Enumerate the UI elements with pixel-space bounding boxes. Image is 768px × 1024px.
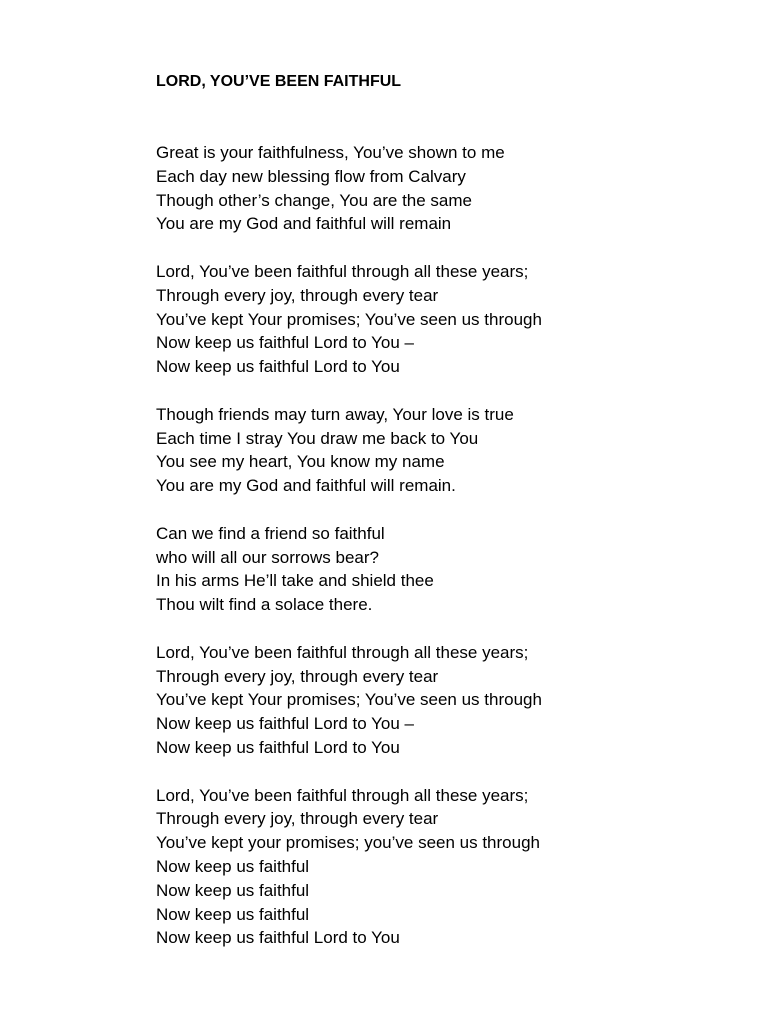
- lyric-line: Each time I stray You draw me back to You: [156, 428, 479, 448]
- lyric-line: You’ve kept your promises; you’ve seen us through: [156, 833, 540, 853]
- stanza-2: [156, 260, 756, 379]
- lyric-line: Great is your faithfulness, You’ve shown to me: [156, 143, 505, 162]
- stanza-4: [156, 522, 756, 617]
- lyric-line: In his arms He’ll take and shield thee: [156, 571, 434, 591]
- lyric-line: You are my God and faithful will remain.: [156, 476, 456, 496]
- lyric-line: Now keep us faithful Lord to You: [156, 357, 400, 377]
- lyric-line: You’ve kept Your promises; You’ve seen us through: [156, 309, 542, 329]
- lyric-line: Though other’s change, You are the same: [156, 190, 472, 210]
- stanza-3: [156, 403, 756, 498]
- lyric-line: Through every joy, through every tear: [156, 285, 439, 305]
- lyric-line: Through every joy, through every tear: [156, 809, 439, 829]
- lyric-line: Thou wilt find a solace there.: [156, 595, 373, 615]
- lyric-line: Now keep us faithful: [156, 856, 310, 876]
- lyric-line: Lord, You’ve been faithful through all these years;: [156, 261, 529, 281]
- lyric-line: You are my God and faithful will remain: [156, 214, 452, 234]
- lyric-line: Now keep us faithful Lord to You –: [156, 714, 415, 734]
- lyric-line: Now keep us faithful Lord to You: [156, 737, 400, 757]
- lyric-line: Each day new blessing flow from Calvary: [156, 166, 466, 186]
- stanza-6: [156, 784, 756, 951]
- lyric-line: Lord, You’ve been faithful through all these years;: [156, 785, 529, 805]
- stanza-1: [156, 141, 756, 236]
- lyric-line: You’ve kept Your promises; You’ve seen us through: [156, 690, 542, 710]
- lyric-line: Now keep us faithful Lord to You: [156, 928, 400, 948]
- lyric-line: Now keep us faithful: [156, 904, 310, 924]
- lyric-line: Though friends may turn away, Your love is true: [156, 404, 514, 424]
- stanza-5: [156, 641, 756, 760]
- lyric-line: Can we find a friend so faithful: [156, 523, 385, 543]
- lyric-line: Through every joy, through every tear: [156, 666, 439, 686]
- lyric-line: Lord, You’ve been faithful through all these years;: [156, 642, 529, 662]
- lyric-line: who will all our sorrows bear?: [156, 547, 379, 567]
- song-title: LORD, YOU’VE BEEN FAITHFUL: [156, 73, 402, 90]
- lyric-line: Now keep us faithful: [156, 880, 310, 900]
- lyric-line: Now keep us faithful Lord to You –: [156, 333, 415, 353]
- lyric-line: You see my heart, You know my name: [156, 452, 445, 472]
- lyrics-body: [156, 141, 756, 974]
